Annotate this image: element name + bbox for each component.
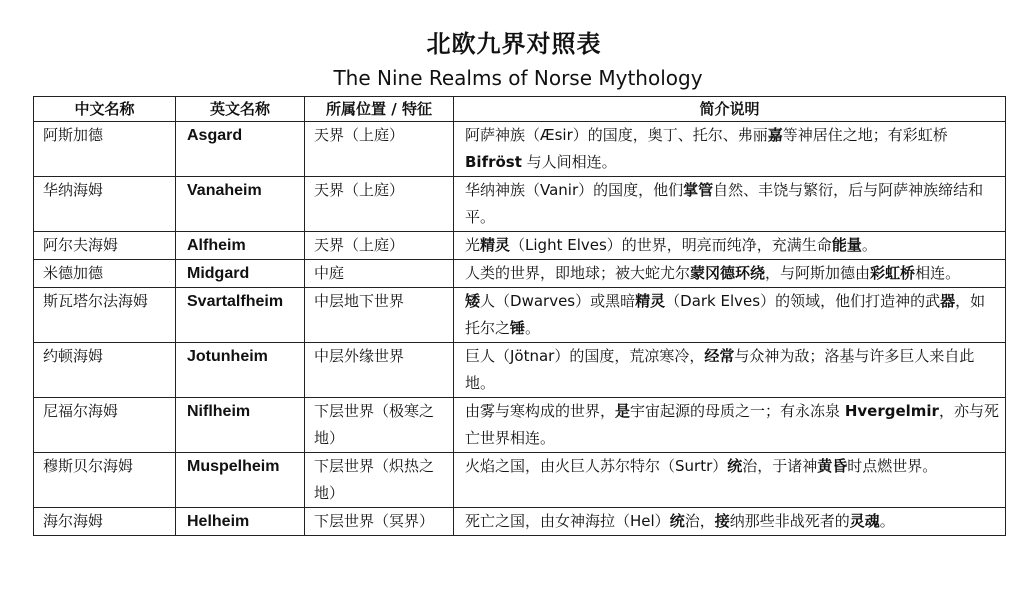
- realm-location: 中庭: [305, 260, 454, 288]
- description-segment: 掌管: [683, 181, 714, 199]
- realm-chinese-name: 阿斯加德: [34, 122, 176, 177]
- description-segment: 统: [669, 512, 685, 530]
- realm-location: 中层地下世界: [305, 288, 454, 343]
- description-segment: 时点燃世界。: [847, 457, 938, 475]
- realm-location: 中层外缘世界: [305, 343, 454, 398]
- description-segment: Bifröst: [465, 153, 522, 171]
- table-row: [34, 177, 1006, 232]
- realm-english-name: Helheim: [176, 508, 305, 536]
- realm-chinese-name: 尼福尔海姆: [34, 398, 176, 453]
- description-segment: 纳那些非战死者的: [729, 512, 850, 530]
- description-segment: 与众神为敌；洛基与许多巨人来自此地。: [465, 347, 975, 392]
- description-segment: 精灵: [480, 236, 511, 254]
- realm-chinese-name: 华纳海姆: [34, 177, 176, 232]
- realm-location: 下层世界（冥界）: [305, 508, 454, 536]
- table-row: [34, 508, 1006, 536]
- table-row: [34, 453, 1006, 508]
- description-segment: ，如托尔之: [465, 292, 986, 337]
- realm-description: [454, 260, 1006, 288]
- description-segment: 统: [727, 457, 743, 475]
- header-english-name: 英文名称: [176, 97, 305, 122]
- description-segment: 经常: [704, 347, 735, 365]
- realm-chinese-name: 穆斯贝尔海姆: [34, 453, 176, 508]
- description-segment: 与人间相连。: [521, 153, 617, 171]
- description-segment: 矮: [465, 292, 481, 310]
- description-segment: 黄昏: [817, 457, 848, 475]
- description-segment: 。: [879, 512, 895, 530]
- description-segment: ，与阿斯加德由: [765, 264, 871, 282]
- table-row: [34, 288, 1006, 343]
- description-segment: 火焰之国，由火巨人苏尔特尔（Surtr）: [465, 457, 728, 475]
- description-segment: 。: [525, 319, 541, 337]
- table-row: [34, 343, 1006, 398]
- table-row: [34, 260, 1006, 288]
- description-segment: ，亦与死亡世界相连。: [465, 402, 999, 447]
- realm-description: [454, 343, 1006, 398]
- realm-chinese-name: 阿尔夫海姆: [34, 232, 176, 260]
- description-segment: （Light Elves）的世界，明亮而纯净，充满生命: [510, 236, 832, 254]
- realm-location: 天界（上庭）: [305, 232, 454, 260]
- realm-location: 天界（上庭）: [305, 122, 454, 177]
- description-segment: 阿萨神族（Æsir）的国度，奥丁、托尔、弗丽: [465, 126, 768, 144]
- realm-chinese-name: 海尔海姆: [34, 508, 176, 536]
- realm-description: [454, 288, 1006, 343]
- description-segment: 精灵: [635, 292, 666, 310]
- realm-chinese-name: 约顿海姆: [34, 343, 176, 398]
- realm-english-name: Jotunheim: [176, 343, 305, 398]
- description-segment: （Dark Elves）的领域，他们打造神的武: [665, 292, 941, 310]
- table-header-row: [34, 97, 1006, 122]
- header-description: 简介说明: [454, 97, 1006, 122]
- table-row: [34, 232, 1006, 260]
- page-title: 北欧九界对照表: [426, 30, 602, 58]
- realm-english-name: Muspelheim: [176, 453, 305, 508]
- realm-location: 下层世界（极寒之地）: [305, 398, 454, 453]
- realms-table: [33, 96, 1006, 536]
- realm-description: [454, 453, 1006, 508]
- realm-chinese-name: 米德加德: [34, 260, 176, 288]
- description-segment: 能量: [831, 236, 862, 254]
- realm-description: [454, 508, 1006, 536]
- description-segment: 。: [861, 236, 877, 254]
- header-chinese-name: 中文名称: [34, 97, 176, 122]
- description-segment: 宇宙起源的母质之一；有永冻泉: [630, 402, 845, 420]
- description-segment: 器: [940, 292, 956, 310]
- realm-description: [454, 398, 1006, 453]
- description-segment: 光: [465, 236, 481, 254]
- description-segment: 治，于诸神: [742, 457, 818, 475]
- description-segment: 锤: [510, 319, 526, 337]
- realm-location: 下层世界（炽热之地）: [305, 453, 454, 508]
- description-segment: 接: [714, 512, 730, 530]
- description-segment: 相连。: [915, 264, 961, 282]
- table-row: [34, 122, 1006, 177]
- description-segment: 华纳神族（Vanir）的国度，他们: [465, 181, 684, 199]
- realm-description: [454, 177, 1006, 232]
- table-row: [34, 398, 1006, 453]
- description-segment: 蒙冈德环绕: [690, 264, 766, 282]
- description-segment: Hvergelmir: [844, 402, 939, 420]
- description-segment: 人（Dwarves）或黑暗: [480, 292, 636, 310]
- description-segment: 是: [615, 402, 631, 420]
- realm-english-name: Vanaheim: [176, 177, 305, 232]
- realm-location: 天界（上庭）: [305, 177, 454, 232]
- realm-english-name: Svartalfheim: [176, 288, 305, 343]
- description-segment: 死亡之国，由女神海拉（Hel）: [465, 512, 670, 530]
- description-segment: 人类的世界，即地球；被大蛇尤尔: [465, 264, 691, 282]
- header-location: 所属位置 / 特征: [305, 97, 454, 122]
- description-segment: 灵魂: [849, 512, 880, 530]
- realm-english-name: Asgard: [176, 122, 305, 177]
- description-segment: 治，: [684, 512, 715, 530]
- description-segment: 等神居住之地；有彩虹桥: [782, 126, 948, 144]
- description-segment: 嘉: [767, 126, 783, 144]
- page-subtitle: The Nine Realms of Norse Mythology: [333, 66, 703, 90]
- description-segment: 由雾与寒构成的世界，: [465, 402, 616, 420]
- description-segment: 彩虹桥: [870, 264, 916, 282]
- realm-english-name: Alfheim: [176, 232, 305, 260]
- description-segment: 自然、丰饶与繁衍，后与阿萨神族缔结和平。: [465, 181, 984, 226]
- realm-chinese-name: 斯瓦塔尔法海姆: [34, 288, 176, 343]
- realm-english-name: Midgard: [176, 260, 305, 288]
- realm-description: [454, 232, 1006, 260]
- description-segment: 巨人（Jötnar）的国度，荒凉寒冷，: [465, 347, 705, 365]
- realm-english-name: Niflheim: [176, 398, 305, 453]
- realm-description: [454, 122, 1006, 177]
